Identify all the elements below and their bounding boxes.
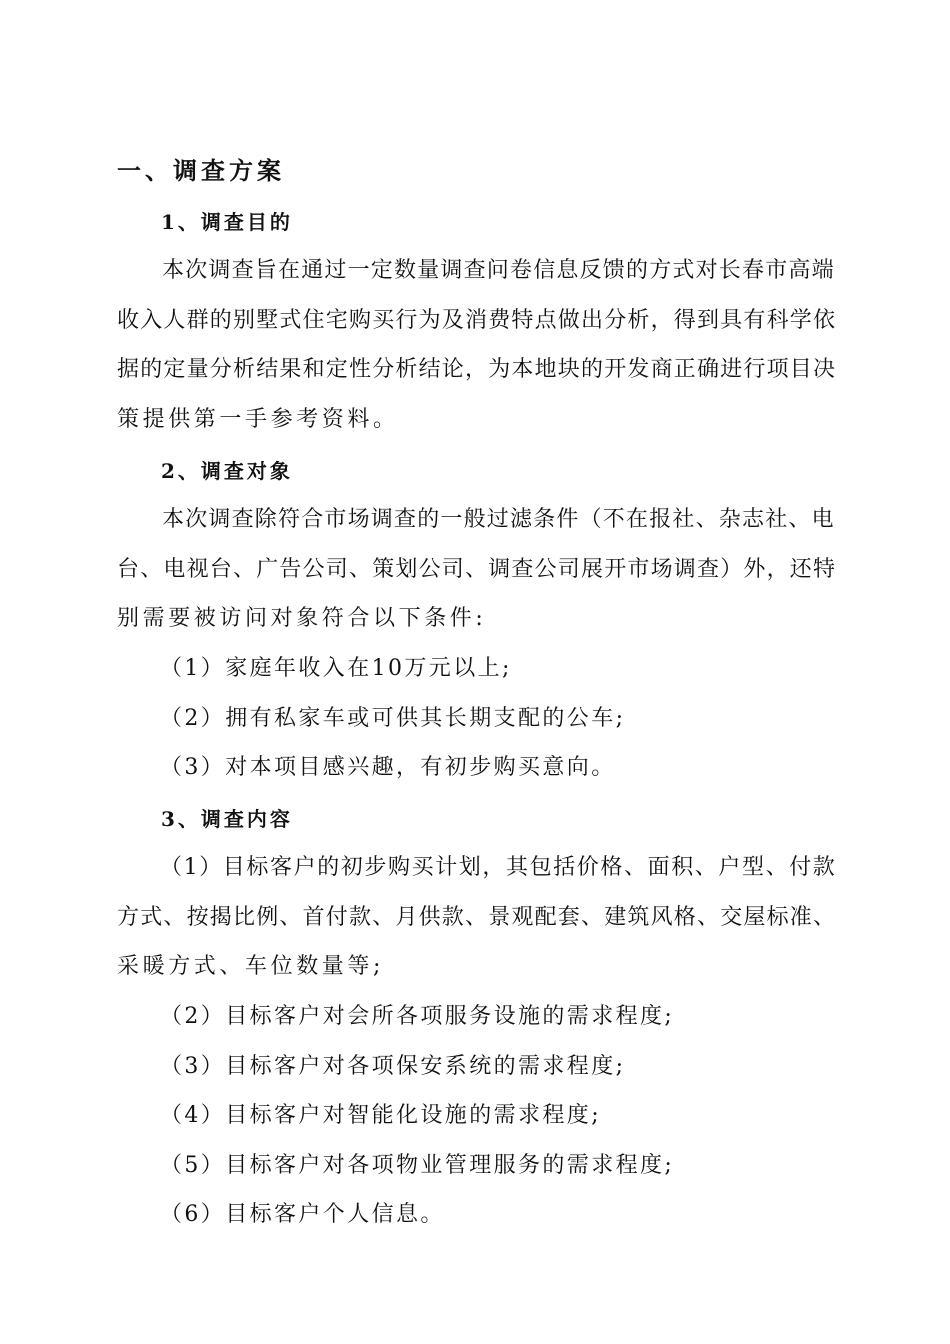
target-paragraph-line: 别需要被访问对象符合以下条件: bbox=[117, 606, 487, 631]
target-paragraph-line: 台、电视台、广告公司、策划公司、调查公司展开市场调查）外，还特 bbox=[117, 557, 837, 582]
target-condition-item: （3）对本项目感兴趣，有初步购买意向。 bbox=[160, 755, 616, 780]
content-item-line: （1）目标客户的初步购买计划，其包括价格、面积、户型、付款 bbox=[160, 855, 837, 880]
content-item: （2）目标客户对会所各项服务设施的需求程度; bbox=[160, 1004, 675, 1029]
content-item: （5）目标客户对各项物业管理服务的需求程度; bbox=[160, 1153, 675, 1178]
content-item-line: 方式、按揭比例、首付款、月供款、景观配套、建筑风格、交屋标准、 bbox=[117, 905, 837, 930]
content-item: （6）目标客户个人信息。 bbox=[160, 1202, 445, 1227]
content-heading: 3、调查内容 bbox=[161, 807, 293, 831]
purpose-paragraph-line: 据的定量分析结果和定性分析结论，为本地块的开发商正确进行项目决 bbox=[117, 357, 837, 382]
purpose-paragraph-line: 本次调查旨在通过一定数量调查问卷信息反馈的方式对长春市高端 bbox=[162, 258, 835, 283]
section-title: 一、调查方案 bbox=[117, 156, 285, 185]
target-heading: 2、调查对象 bbox=[161, 459, 293, 483]
purpose-paragraph-line: 收入人群的别墅式住宅购买行为及消费特点做出分析，得到具有科学依 bbox=[117, 308, 837, 333]
content-item: （3）目标客户对各项保安系统的需求程度; bbox=[160, 1054, 626, 1079]
content-item: （4）目标客户对智能化设施的需求程度; bbox=[160, 1103, 602, 1128]
purpose-paragraph-line: 策提供第一手参考资料。 bbox=[117, 407, 399, 432]
purpose-heading: 1、调查目的 bbox=[161, 210, 293, 234]
target-condition-item: （1）家庭年收入在10万元以上; bbox=[160, 656, 512, 681]
target-condition-item: （2）拥有私家车或可供其长期支配的公车; bbox=[160, 706, 626, 731]
target-paragraph-line: 本次调查除符合市场调查的一般过滤条件（不在报社、杂志社、电 bbox=[162, 507, 835, 532]
content-item-line: 采暖方式、车位数量等; bbox=[117, 954, 385, 979]
